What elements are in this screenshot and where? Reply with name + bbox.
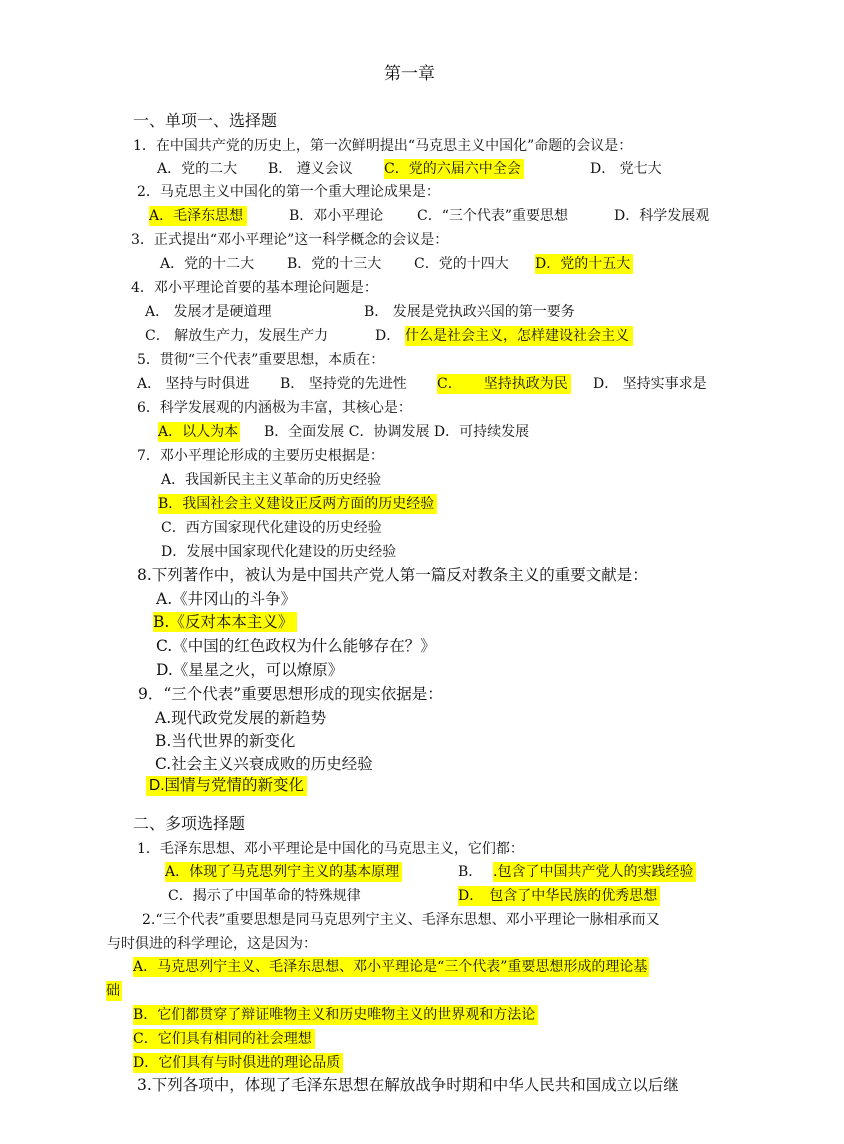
q5-stem: 5．贯彻“三个代表”重要思想，本质在： <box>137 352 385 368</box>
q4-option-c: C． 解放生产力，发展生产力 <box>145 328 329 344</box>
q3-option-a: A．党的十二大 <box>160 256 255 272</box>
q8-stem: 8.下列著作中，被认为是中国共产党人第一篇反对教条主义的重要文献是： <box>137 566 648 584</box>
q9-option-a: A.现代政党发展的新趋势 <box>155 709 327 727</box>
q4-stem: 4．邓小平理论首要的基本理论问题是： <box>131 280 378 296</box>
m2-option-a-line1: A．马克思列宁主义、毛泽东思想、邓小平理论是“三个代表”重要思想形成的理论基 <box>133 959 648 975</box>
m2-option-c: C．它们具有相同的社会理想 <box>133 1029 315 1049</box>
m1-option-d-letter: D． <box>458 888 484 904</box>
chapter-title: 第一章 <box>384 64 435 84</box>
q5-option-c <box>437 374 571 394</box>
q3-stem: 3．正式提出“邓小平理论”这一科学概念的会议是： <box>131 232 449 248</box>
q4-option-d-text: 什么是社会主义，怎样建设社会主义 <box>405 326 633 346</box>
q7-option-a: A．我国新民主主义革命的历史经验 <box>161 472 382 488</box>
m2-option-b: B．它们都贯穿了辩证唯物主义和历史唯物主义的世界观和方法论 <box>133 1005 538 1025</box>
m2-stem-line2: 与时俱进的科学理论，这是因为： <box>107 936 317 952</box>
q3-option-d-text: 党的十五大 <box>560 256 631 272</box>
m1-option-b-text: .包含了中国共产党人的实践经验 <box>493 862 696 882</box>
q1-option-a: A．党的二大 <box>157 161 238 177</box>
q9-option-b: B.当代世界的新变化 <box>155 732 296 750</box>
q7-option-b: B．我国社会主义建设正反两方面的历史经验 <box>158 494 437 514</box>
q2-stem: 2．马克思主义中国化的第一个重大理论成果是： <box>137 184 440 200</box>
q6-option-a <box>158 422 240 442</box>
q1-option-c-text: 党的六届六中全会 <box>408 161 521 177</box>
m3-stem: 3.下列各项中，体现了毛泽东思想在解放战争时期和中华人民共和国成立以后继 <box>137 1076 679 1094</box>
q9-stem: 9．“三个代表”重要思想形成的现实依据是： <box>138 685 443 703</box>
q8-option-c: C.《中国的红色政权为什么能够存在？》 <box>156 637 436 655</box>
q9-option-c: C.社会主义兴衰成败的历史经验 <box>155 755 373 773</box>
q5-option-c-letter: C． <box>437 376 462 392</box>
q4-option-d-letter: D． <box>375 328 401 344</box>
m2-option-d: D．它们具有与时俱进的理论品质 <box>133 1053 343 1073</box>
m2-option-a-line2: 础 <box>106 983 120 999</box>
q3-option-d-letter: D． <box>535 256 561 272</box>
q3-option-c: C．党的十四大 <box>414 256 509 272</box>
q7-option-c: C．西方国家现代化建设的历史经验 <box>161 520 382 536</box>
q6-stem: 6．科学发展观的内涵极为丰富，其核心是： <box>137 400 412 416</box>
q3-option-d <box>535 254 633 274</box>
q5-option-b: B． 坚持党的先进性 <box>280 376 407 392</box>
section-single-choice: 一、单项一、选择题 <box>133 111 278 130</box>
q8-option-d: D.《星星之火，可以燎原》 <box>156 661 344 679</box>
q6-option-a-text: 以人为本 <box>182 424 239 440</box>
q2-option-c: C．“三个代表”重要思想 <box>417 208 569 224</box>
q2-option-d: D．科学发展观 <box>614 208 710 224</box>
q8-option-a: A.《井冈山的斗争》 <box>156 590 297 608</box>
m1-stem: 1．毛泽东思想、邓小平理论是中国化的马克思主义，它们都： <box>137 841 524 857</box>
q5-option-a: A． 坚持与时俱进 <box>137 376 250 392</box>
q1-option-c <box>384 159 524 179</box>
m1-option-d-text: 包含了中华民族的优秀思想 <box>489 888 658 904</box>
q4-option-b: B． 发展是党执政兴国的第一要务 <box>364 304 575 320</box>
q1-stem: 1．在中国共产党的历史上，第一次鲜明提出“马克思主义中国化”命题的会议是： <box>133 138 633 154</box>
m1-option-c: C．揭示了中国革命的特殊规律 <box>168 888 361 904</box>
m1-option-a: A．体现了马克思列宁主义的基本原理 <box>165 862 402 882</box>
q9-option-d: D.国情与党情的新变化 <box>146 776 307 796</box>
q2-option-a-letter: A． <box>149 208 174 224</box>
m1-option-b-letter: B． <box>458 864 483 880</box>
q1-option-c-letter: C． <box>384 161 409 177</box>
q4-option-a: A． 发展才是硬道理 <box>145 304 272 320</box>
q7-stem: 7．邓小平理论形成的主要历史根据是： <box>137 448 384 464</box>
q2-option-a-text: 毛泽东思想 <box>173 208 244 224</box>
q1-option-b: B． 遵义会议 <box>268 161 353 177</box>
q6-option-a-letter: A． <box>158 424 183 440</box>
m2-stem-line1: 2.“三个代表”重要思想是同马克思列宁主义、毛泽东思想、邓小平理论一脉相承而又 <box>142 912 660 928</box>
q6-other-options: B．全面发展 C．协调发展 D．可持续发展 <box>264 424 530 440</box>
q1-option-d: D． 党七大 <box>590 161 662 177</box>
q2-option-b: B．邓小平理论 <box>289 208 384 224</box>
q8-option-b: B.《反对本本主义》 <box>153 612 297 632</box>
q5-option-c-text: 坚持执政为民 <box>483 376 568 392</box>
q2-option-a <box>149 206 247 226</box>
section-multiple-choice: 二、多项选择题 <box>133 814 246 833</box>
q7-option-d: D．发展中国家现代化建设的历史经验 <box>161 544 397 560</box>
m1-option-d <box>458 886 660 906</box>
q5-option-d: D． 坚持实事求是 <box>593 376 707 392</box>
q3-option-b: B．党的十三大 <box>287 256 382 272</box>
